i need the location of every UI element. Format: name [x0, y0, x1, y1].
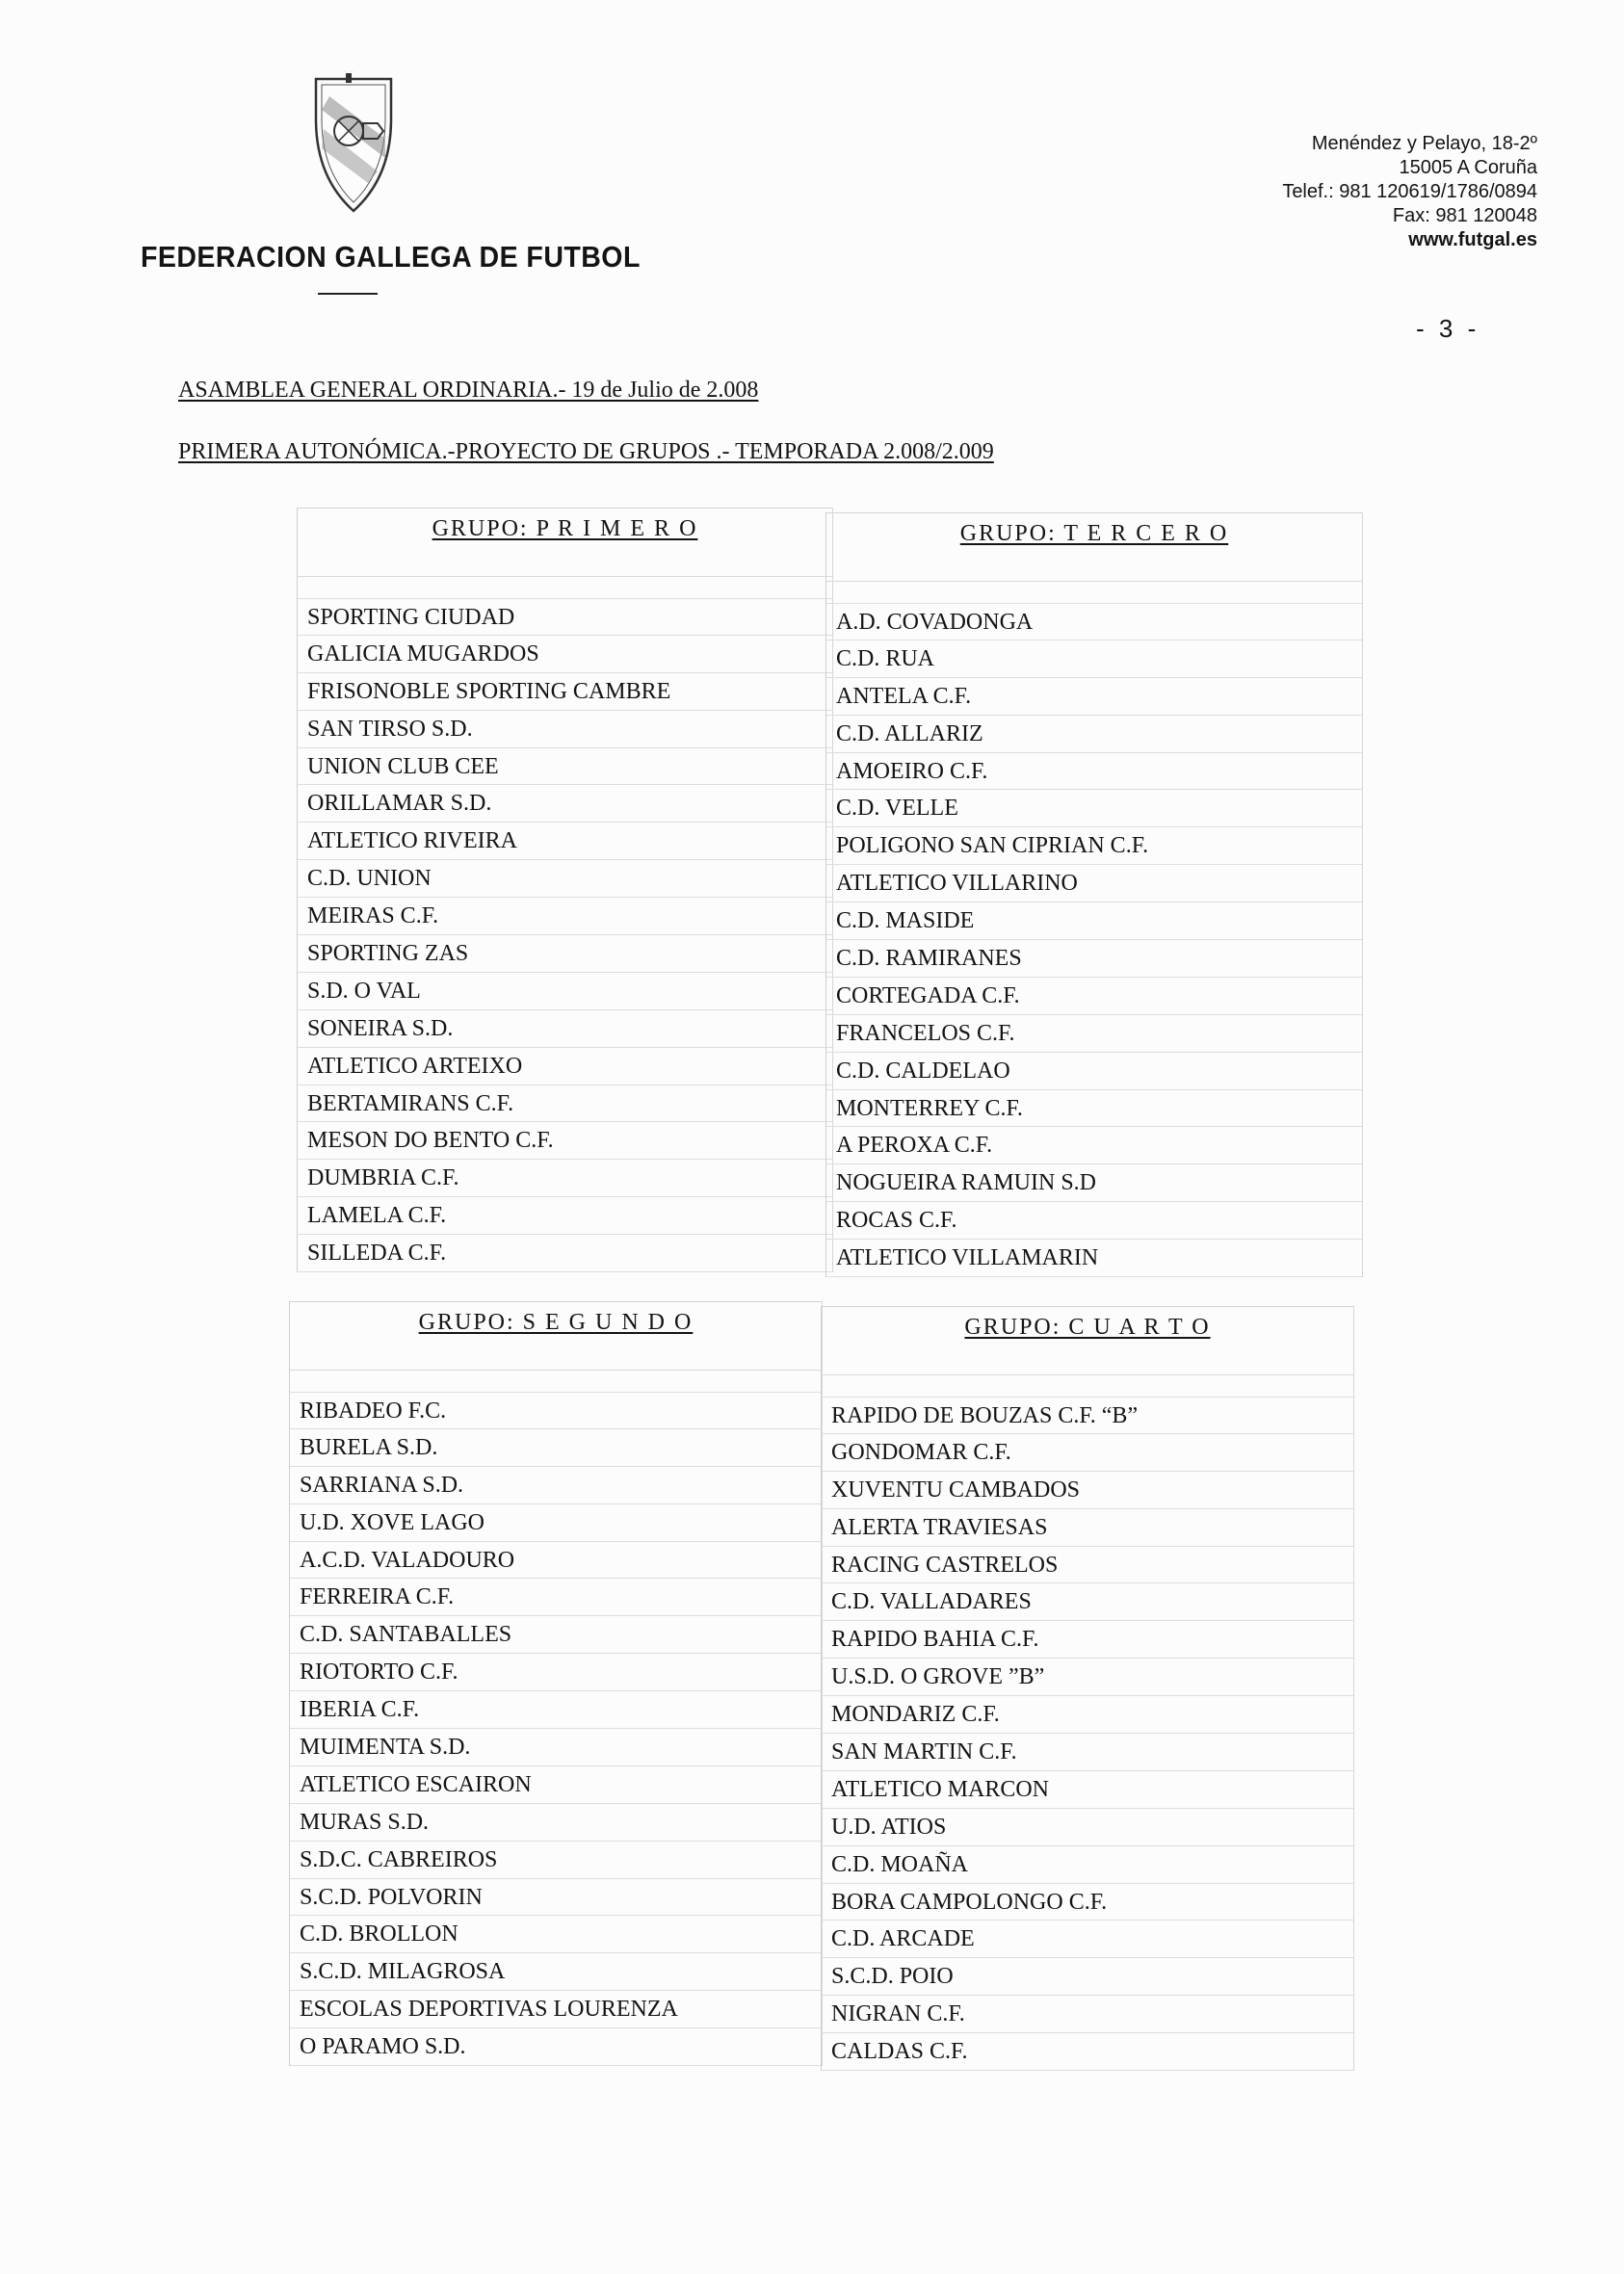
- team-row: S.C.D. MILAGROSA: [290, 1953, 822, 1991]
- group-header: [822, 1306, 1353, 1375]
- team-row: C.D. CALDELAO: [826, 1053, 1362, 1090]
- team-list: [290, 1392, 822, 2066]
- team-row: CALDAS C.F.: [822, 2033, 1353, 2071]
- team-row: ANTELA C.F.: [826, 678, 1362, 716]
- team-row: SAN TIRSO S.D.: [298, 711, 832, 748]
- team-row: POLIGONO SAN CIPRIAN C.F.: [826, 827, 1362, 865]
- team-row: UNION CLUB CEE: [298, 748, 832, 786]
- team-row: C.D. RAMIRANES: [826, 940, 1362, 978]
- team-row: S.C.D. POLVORIN: [290, 1879, 822, 1917]
- group-cuarto-table: [821, 1306, 1354, 2071]
- team-row: S.D.C. CABREIROS: [290, 1842, 822, 1879]
- team-row: NOGUEIRA RAMUIN S.D: [826, 1164, 1362, 1202]
- team-row: C.D. BROLLON: [290, 1916, 822, 1953]
- address-block: [1133, 132, 1537, 252]
- team-list: [298, 598, 832, 1272]
- group-header: [826, 512, 1362, 582]
- team-row: ATLETICO MARCON: [822, 1771, 1353, 1809]
- team-row: C.D. SANTABALLES: [290, 1616, 822, 1654]
- project-title: PRIMERA AUTONÓMICA.-PROYECTO DE GRUPOS .- TEMPORADA 2.008/2.009: [178, 439, 994, 464]
- team-row: SARRIANA S.D.: [290, 1467, 822, 1504]
- team-row: A.C.D. VALADOURO: [290, 1542, 822, 1580]
- address-phone: Telef.: 981 120619/1786/0894: [1282, 181, 1537, 202]
- team-row: BURELA S.D.: [290, 1429, 822, 1467]
- team-row: S.D. O VAL: [298, 973, 832, 1010]
- address-street: Menéndez y Pelayo, 18-2º: [1311, 133, 1537, 154]
- group-title: GRUPO: T E R C E R O: [959, 521, 1229, 546]
- team-row: A.D. COVADONGA: [826, 603, 1362, 640]
- team-row: A PEROXA C.F.: [826, 1127, 1362, 1164]
- website-link[interactable]: www.futgal.es: [1408, 229, 1537, 250]
- team-row: ORILLAMAR S.D.: [298, 785, 832, 823]
- team-row: O PARAMO S.D.: [290, 2028, 822, 2066]
- team-row: U.D. XOVE LAGO: [290, 1504, 822, 1542]
- team-row: SONEIRA S.D.: [298, 1010, 832, 1048]
- team-row: ATLETICO VILLARINO: [826, 865, 1362, 902]
- team-row: ATLETICO RIVEIRA: [298, 823, 832, 860]
- letterhead-divider: [318, 293, 378, 295]
- team-row: ATLETICO ARTEIXO: [298, 1048, 832, 1085]
- address-fax: Fax: 981 120048: [1392, 205, 1537, 226]
- team-row: FRANCELOS C.F.: [826, 1015, 1362, 1053]
- group-header: [298, 508, 832, 577]
- team-row: BERTAMIRANS C.F.: [298, 1085, 832, 1123]
- federation-name: FEDERACION GALLEGA DE FUTBOL: [141, 240, 641, 274]
- team-row: MEIRAS C.F.: [298, 898, 832, 935]
- team-row: MURAS S.D.: [290, 1804, 822, 1842]
- group-title: GRUPO: P R I M E R O: [432, 516, 698, 541]
- team-row: NIGRAN C.F.: [822, 1996, 1353, 2033]
- team-row: MONDARIZ C.F.: [822, 1696, 1353, 1734]
- team-row: MONTERREY C.F.: [826, 1090, 1362, 1128]
- team-list: [822, 1397, 1353, 2071]
- team-row: S.C.D. POIO: [822, 1958, 1353, 1996]
- page-number: - 3 -: [1416, 314, 1480, 343]
- group-primero-table: [297, 508, 833, 1272]
- team-row: C.D. ALLARIZ: [826, 716, 1362, 753]
- team-row: MESON DO BENTO C.F.: [298, 1122, 832, 1160]
- team-row: ROCAS C.F.: [826, 1202, 1362, 1240]
- group-header: [290, 1301, 822, 1371]
- team-row: DUMBRIA C.F.: [298, 1160, 832, 1197]
- team-row: SPORTING ZAS: [298, 935, 832, 973]
- team-row: ALERTA TRAVIESAS: [822, 1509, 1353, 1547]
- team-row: U.D. ATIOS: [822, 1809, 1353, 1846]
- team-row: LAMELA C.F.: [298, 1197, 832, 1235]
- team-row: GALICIA MUGARDOS: [298, 636, 832, 673]
- team-row: FRISONOBLE SPORTING CAMBRE: [298, 673, 832, 711]
- team-row: RAPIDO BAHIA C.F.: [822, 1621, 1353, 1659]
- team-row: XUVENTU CAMBADOS: [822, 1472, 1353, 1509]
- team-row: ATLETICO VILLAMARIN: [826, 1240, 1362, 1277]
- federation-crest-icon: [310, 71, 397, 216]
- team-row: C.D. VALLADARES: [822, 1583, 1353, 1621]
- team-row: RAPIDO DE BOUZAS C.F. “B”: [822, 1397, 1353, 1434]
- team-row: C.D. UNION: [298, 860, 832, 898]
- team-row: C.D. VELLE: [826, 790, 1362, 827]
- team-row: C.D. MOAÑA: [822, 1846, 1353, 1884]
- team-row: RIBADEO F.C.: [290, 1392, 822, 1429]
- team-row: C.D. RUA: [826, 640, 1362, 678]
- team-row: ATLETICO ESCAIRON: [290, 1766, 822, 1804]
- group-title: GRUPO: S E G U N D O: [418, 1310, 694, 1335]
- team-row: ESCOLAS DEPORTIVAS LOURENZA: [290, 1991, 822, 2028]
- team-row: RIOTORTO C.F.: [290, 1654, 822, 1691]
- assembly-title: ASAMBLEA GENERAL ORDINARIA.- 19 de Julio de 2.008: [178, 378, 759, 403]
- team-row: IBERIA C.F.: [290, 1691, 822, 1729]
- team-row: AMOEIRO C.F.: [826, 753, 1362, 791]
- team-row: RACING CASTRELOS: [822, 1547, 1353, 1584]
- address-city: 15005 A Coruña: [1399, 157, 1537, 178]
- team-row: SAN MARTIN C.F.: [822, 1734, 1353, 1771]
- team-list: [826, 603, 1362, 1277]
- team-row: BORA CAMPOLONGO C.F.: [822, 1884, 1353, 1921]
- team-row: C.D. MASIDE: [826, 902, 1362, 940]
- team-row: U.S.D. O GROVE ”B”: [822, 1659, 1353, 1696]
- team-row: GONDOMAR C.F.: [822, 1434, 1353, 1472]
- team-row: CORTEGADA C.F.: [826, 978, 1362, 1015]
- team-row: MUIMENTA S.D.: [290, 1729, 822, 1766]
- team-row: C.D. ARCADE: [822, 1921, 1353, 1958]
- group-segundo-table: [289, 1301, 823, 2066]
- team-row: SPORTING CIUDAD: [298, 598, 832, 636]
- group-tercero-table: [825, 512, 1363, 1277]
- group-title: GRUPO: C U A R T O: [964, 1315, 1211, 1340]
- team-row: SILLEDA C.F.: [298, 1235, 832, 1272]
- team-row: FERREIRA C.F.: [290, 1579, 822, 1616]
